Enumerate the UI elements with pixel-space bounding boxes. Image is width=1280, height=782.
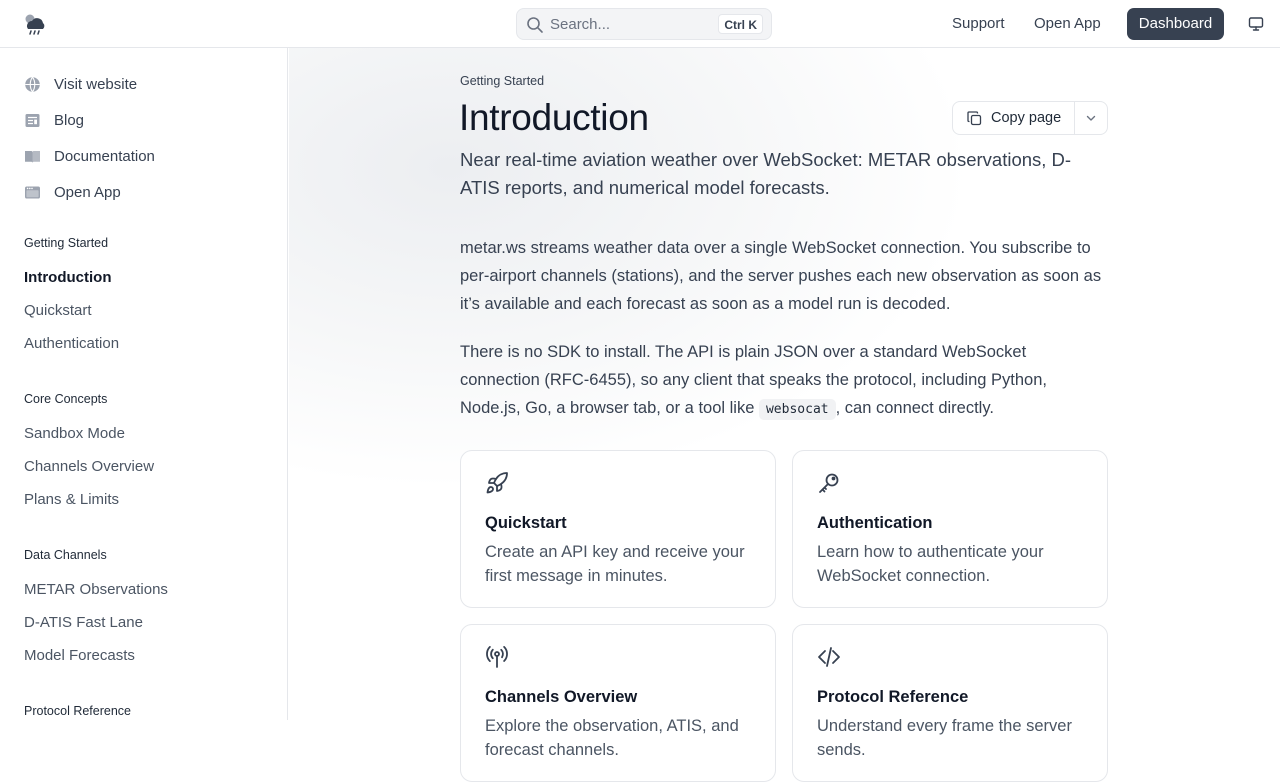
intro-paragraph: metar.ws streams weather data over a single WebSocket connection. You subscribe to per-airport channels (stations), and the server pushes each new observation as soon as it’s available and each forecast as soon as a model run is decoded. — [460, 239, 1102, 313]
card-protocol-reference[interactable] — [792, 624, 1108, 782]
copy-page-label: Copy page — [991, 110, 1062, 126]
copy-page-button[interactable] — [953, 102, 1075, 134]
sidebar-visit-website[interactable] — [24, 73, 137, 95]
sidebar-item-quickstart[interactable]: Quickstart — [24, 302, 92, 319]
copy-page-group — [952, 101, 1108, 135]
card-protocol-reference-title: Protocol Reference — [817, 688, 969, 706]
sidebar-item-model-forecasts[interactable]: Model Forecasts — [24, 647, 135, 664]
search-placeholder: Search... — [550, 16, 611, 33]
inline-code-websocat: websocat — [759, 399, 836, 420]
sidebar-item-authentication[interactable]: Authentication — [24, 335, 120, 352]
copy-icon — [967, 111, 982, 126]
sidebar-item-sandbox-mode[interactable]: Sandbox Mode — [24, 425, 125, 442]
open-app-link[interactable]: Open App — [1034, 15, 1101, 32]
search-shortcut-badge: Ctrl K — [718, 14, 763, 34]
card-quickstart-title: Quickstart — [485, 514, 567, 532]
sidebar-section-core-concepts: Core Concepts — [24, 392, 108, 406]
sidebar-blog-label: Blog — [54, 111, 85, 129]
radio-tower-icon — [485, 645, 509, 669]
sidebar-section-protocol-reference: Protocol Reference — [24, 704, 132, 718]
chevron-down-icon — [1085, 112, 1097, 124]
page-title: Introduction — [459, 97, 649, 138]
card-quickstart[interactable] — [460, 450, 776, 608]
sidebar-item-introduction[interactable]: Introduction — [24, 269, 112, 286]
search-bar[interactable] — [516, 8, 772, 40]
card-channels-overview[interactable] — [460, 624, 776, 782]
card-authentication-description: Learn how to authenticate your WebSocket connection. — [817, 543, 1044, 585]
sidebar-open-app[interactable] — [24, 181, 121, 203]
main-content — [289, 48, 1280, 759]
globe-icon — [24, 76, 41, 93]
sidebar-item-metar-observations[interactable]: METAR Observations — [24, 581, 168, 598]
weather-cloud-logo-icon[interactable] — [22, 12, 48, 36]
sdk-paragraph-text-1: There is no SDK to install. The API is plain JSON over a standard WebSocket connection (RFC-6455), so any client that speaks the protocol, including Python, Node.js, Go, a browser tab, or a tool like — [460, 343, 1047, 417]
sidebar-open-app-label: Open App — [54, 183, 121, 201]
rocket-icon — [485, 471, 509, 495]
sidebar-documentation[interactable] — [24, 145, 155, 167]
sidebar-section-data-channels: Data Channels — [24, 548, 107, 562]
key-icon — [817, 471, 841, 495]
sidebar-documentation-label: Documentation — [54, 147, 155, 165]
dashboard-button[interactable]: Dashboard — [1127, 8, 1224, 40]
card-authentication[interactable] — [792, 450, 1108, 608]
page-description: Near real-time aviation weather over WebSocket: METAR observations, D-ATIS reports, and numerical model forecasts. — [460, 149, 1072, 198]
card-channels-overview-title: Channels Overview — [485, 688, 638, 706]
sdk-paragraph-text-2: , can connect directly. — [835, 399, 994, 417]
sidebar-visit-website-label: Visit website — [54, 75, 138, 93]
support-link[interactable]: Support — [952, 15, 1005, 32]
code-icon — [817, 645, 841, 669]
copy-page-dropdown[interactable] — [1075, 102, 1107, 134]
sdk-paragraph — [460, 338, 1110, 424]
breadcrumb: Getting Started — [460, 74, 545, 88]
app-window-icon — [24, 184, 41, 201]
sidebar-item-channels-overview[interactable]: Channels Overview — [24, 458, 155, 475]
sidebar-section-getting-started: Getting Started — [24, 236, 109, 250]
sidebar-item-plans-limits[interactable]: Plans & Limits — [24, 491, 120, 508]
card-quickstart-description: Create an API key and receive your first message in minutes. — [485, 543, 745, 585]
sidebar-blog[interactable] — [24, 109, 84, 131]
search-icon — [526, 16, 544, 34]
book-icon — [24, 148, 41, 165]
card-authentication-title: Authentication — [817, 514, 933, 532]
card-protocol-reference-description: Understand every frame the server sends. — [817, 717, 1072, 759]
card-channels-overview-description: Explore the observation, ATIS, and forecast channels. — [485, 717, 739, 759]
monitor-theme-icon[interactable] — [1248, 16, 1264, 32]
sidebar-item-d-atis-fast-lane[interactable]: D-ATIS Fast Lane — [24, 614, 143, 631]
sidebar — [0, 48, 288, 720]
newspaper-icon — [24, 112, 41, 129]
top-bar — [0, 0, 1280, 48]
